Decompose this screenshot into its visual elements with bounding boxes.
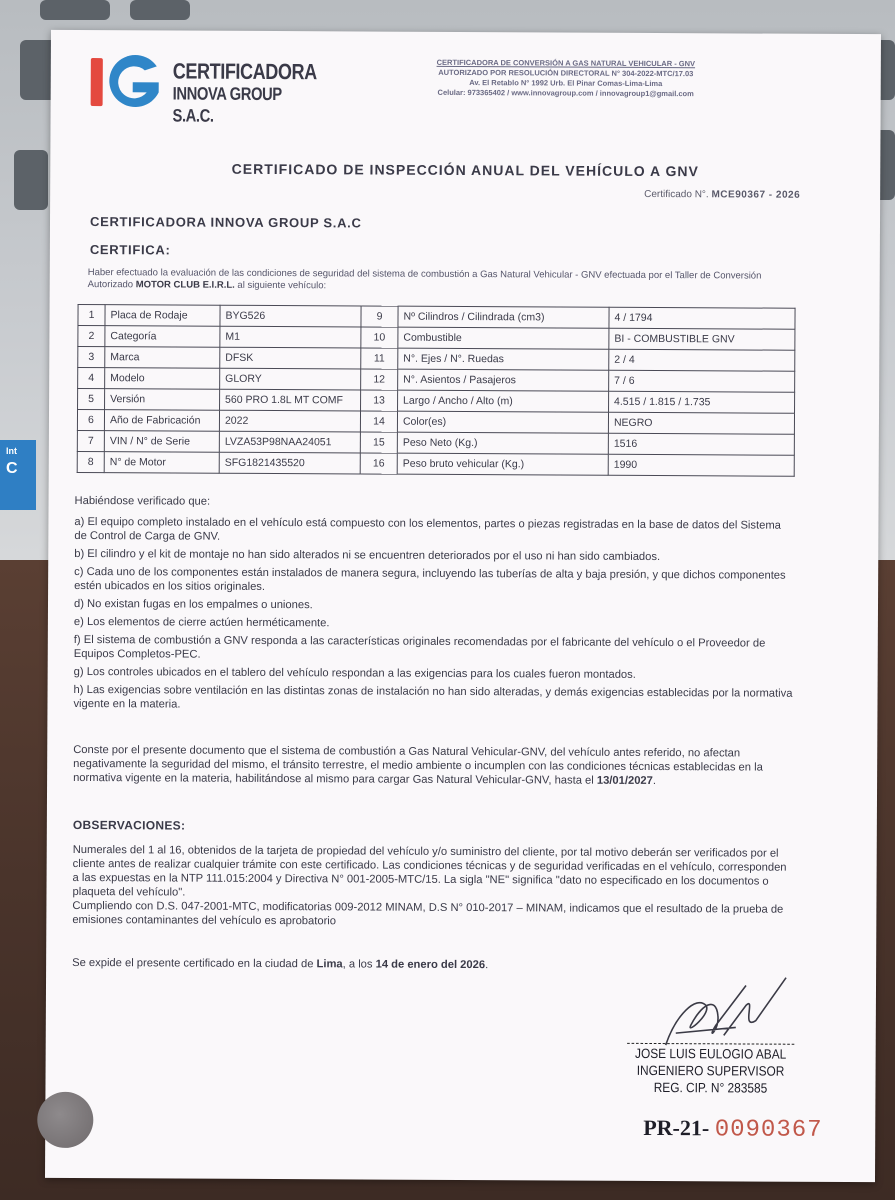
field-value: LVZA53P98NAA24051: [219, 431, 360, 453]
field-label: Peso bruto vehicular (Kg.): [397, 453, 608, 475]
conste-end: .: [652, 774, 657, 788]
hologram-sticker: [37, 1092, 93, 1148]
header-line4: Celular: 973365402 / www.innovagroup.com / innovagroup1@gmail.com: [437, 87, 694, 99]
observations-p1: Numerales del 1 al 16, obtenidos de la tarjeta de propiedad del vehículo y/o suministro del cliente, por tal motivo deberán ser verificados por el cliente antes de realizar cualquier trámite con este certificado. Las condiciones técnicas y de seguridad verificadas en el vehículo, corresponden a las expuestas en la NTP 111.015:2004 y Directiva N° 001-2005-MTC/15. La sigla "NE" significa "dato no especificado en los documentos o plaqueta del vehículo".: [72, 843, 787, 899]
observations-p2: Cumpliendo con D.S. 047-2001-MTC, modificatorias 009-2012 MINAM, D.S N° 010-2017 – MINAM, indicamos que el resultado de la prueba de emisiones contaminantes del vehículo es aprobatorio: [72, 899, 784, 928]
field-label: Combustible: [398, 327, 609, 349]
expide-part1: Se expide el presente certificado en la ciudad de: [72, 956, 317, 971]
field-value: 1516: [608, 433, 794, 455]
row-number: 11: [361, 348, 398, 369]
keyboard-key: [14, 150, 48, 210]
row-number: 3: [78, 346, 105, 367]
field-label: N°. Asientos / Pasajeros: [398, 369, 609, 391]
pr-serial-number: 0090367: [714, 1116, 823, 1144]
ig-logo-icon: [87, 52, 167, 112]
header-line1: CERTIFICADORA DE CONVERSIÓN A GAS NATURAL VEHICULAR - GNV: [436, 57, 696, 69]
field-label: VIN / N° de Serie: [104, 431, 219, 453]
verified-intro: Habiéndose verificado que:: [74, 494, 211, 508]
vehicle-table: [77, 304, 796, 477]
field-label: Versión: [105, 389, 220, 411]
certificate-number-label: Certificado N°.: [644, 188, 709, 201]
issue-statement: [72, 956, 792, 974]
pr-serial: [643, 1115, 822, 1144]
header-line2: AUTORIZADO POR RESOLUCIÓN DIRECTORAL N° 304-2022-MTC/17.03: [438, 67, 694, 79]
row-number: 7: [77, 430, 104, 451]
pr-serial-prefix: PR-21-: [643, 1114, 710, 1141]
field-label: Largo / Ancho / Alto (m): [398, 390, 609, 412]
row-number: 9: [361, 306, 398, 327]
company-logo: [87, 52, 317, 126]
field-label: N°. Ejes / N°. Ruedas: [398, 348, 609, 370]
row-number: 4: [78, 367, 105, 388]
expide-end: .: [485, 959, 489, 972]
signatory-registration: REG. CIP. N° 283585: [653, 1080, 768, 1096]
certificate-number-value: MCE90367 - 2026: [711, 189, 801, 201]
row-number: 15: [360, 432, 397, 453]
logo-text-line2: INNOVA GROUP S.A.C.: [172, 83, 282, 126]
field-label: N° de Motor: [104, 452, 219, 474]
certifica-heading: CERTIFICA:: [89, 242, 171, 258]
workshop-name: MOTOR CLUB E.I.R.L.: [135, 279, 235, 291]
field-value: DFSK: [220, 347, 361, 369]
verification-item: f) El sistema de combustión a GNV responda a las características originales recomendadas por el fabricante del vehículo o el Proveedor de Equipos Completos-PEC.: [73, 633, 766, 661]
field-value: 2022: [219, 410, 360, 432]
certificate-document: [45, 30, 881, 1182]
vehicle-table-row: [77, 451, 794, 476]
side-sticker-line1: Int: [6, 446, 17, 456]
handwritten-signature: [646, 975, 796, 1054]
field-value: GLORY: [220, 368, 361, 390]
field-label: Color(es): [397, 411, 608, 433]
keyboard-key: [130, 0, 190, 20]
conste-paragraph: [73, 743, 793, 789]
row-number: 2: [78, 325, 105, 346]
certificate-number: [644, 189, 800, 201]
field-label: Modelo: [105, 368, 220, 390]
row-number: 10: [361, 327, 398, 348]
issue-date: 14 de enero del 2026: [375, 958, 486, 972]
keyboard-key: [40, 0, 110, 20]
row-number: 13: [361, 390, 398, 411]
field-label: Marca: [105, 347, 220, 369]
logo-text-line1: CERTIFICADORA: [172, 58, 317, 85]
field-value: 7 / 6: [609, 370, 795, 392]
verification-list: [73, 515, 794, 715]
field-value: BI - COMBUSTIBLE GNV: [609, 328, 795, 350]
row-number: 5: [78, 388, 105, 409]
row-number: 12: [361, 369, 398, 390]
valid-until-date: 13/01/2027: [596, 774, 653, 787]
field-value: 4 / 1794: [609, 307, 795, 329]
intro-part2: al siguiente vehículo:: [234, 279, 327, 292]
verification-section: [73, 494, 794, 719]
row-number: 6: [77, 409, 104, 430]
signatory-role: INGENIERO SUPERVISOR: [636, 1062, 785, 1079]
observations-title: OBSERVACIONES:: [72, 817, 186, 833]
row-number: 14: [360, 411, 397, 432]
conste-text: Conste por el presente documento que el sistema de combustión a Gas Natural Vehicular-GNV, del vehículo antes referido, no afectan negativamente la seguridad del mismo, el tránsito terrestre, el medio ambiente o incumplen con las condiciones técnicas establecidas en la normativa vigente en la materia, habilitándose al mismo para cargar Gas Natural Vehicular-GNV, hasta el: [73, 743, 763, 787]
field-label: Peso Neto (Kg.): [397, 432, 608, 454]
intro-paragraph: [88, 267, 788, 295]
field-value: 1990: [608, 454, 794, 476]
verification-item: g) Los controles ubicados en el tablero del vehículo respondan a las exigencias para los cuales fueron montados.: [73, 665, 636, 681]
signatory-name: JOSE LUIS EULOGIO ABAL: [635, 1045, 787, 1062]
field-value: BYG526: [220, 305, 361, 327]
field-value: M1: [220, 326, 361, 348]
field-value: 4.515 / 1.815 / 1.735: [609, 391, 795, 413]
field-label: Placa de Rodaje: [105, 305, 220, 327]
field-label: Nº Cilindros / Cilindrada (cm3): [398, 306, 609, 328]
company-name: CERTIFICADORA INNOVA GROUP S.A.C: [89, 214, 362, 231]
row-number: 1: [78, 304, 105, 325]
issue-city: Lima: [316, 958, 343, 971]
verification-item: d) No existan fugas en los empalmes o uniones.: [73, 597, 313, 612]
verification-item: c) Cada uno de los componentes están instalados de manera segura, incluyendo las tuberías de alta y baja presión, y que dichos componentes estén ubicados en los sitios originales.: [74, 565, 786, 593]
row-number: 8: [77, 451, 104, 472]
side-sticker-line2: C: [6, 460, 18, 477]
header-contact-block: [371, 58, 761, 100]
verification-item: a) El equipo completo instalado en el vehículo está compuesto con los elementos, partes o piezas registradas en la base de datos del Sistema de Control de Carga de GNV.: [74, 515, 781, 543]
field-value: NEGRO: [608, 412, 794, 434]
expide-part2: , a los: [342, 958, 376, 971]
intro-part1: Haber efectuado la evaluación de las condiciones de seguridad del sistema de combustión a Gas Natural Vehicular - GNV efectuada por el Taller de Conversión Autorizado: [87, 267, 762, 291]
verification-item: e) Los elementos de cierre actúen herméticamente.: [73, 615, 330, 630]
observations-section: [72, 818, 793, 931]
field-label: Categoría: [105, 326, 220, 348]
field-label: Año de Fabricación: [104, 410, 219, 432]
field-value: SFG1821435520: [219, 452, 360, 474]
field-value: 560 PRO 1.8L MT COMF: [220, 389, 361, 411]
row-number: 16: [360, 453, 397, 474]
signatory-block: [622, 1043, 798, 1097]
verification-item: b) El cilindro y el kit de montaje no han sido alterados ni se encuentren deteriorados por el uso ni han sido cambiados.: [74, 547, 661, 564]
field-value: 2 / 4: [609, 349, 795, 371]
document-title: CERTIFICADO DE INSPECCIÓN ANUAL DEL VEHÍCULO A GNV: [231, 160, 699, 180]
verification-item: h) Las exigencias sobre ventilación en las distintas zonas de instalación no han sido alteradas, y demás exigencias establecidas por la normativa vigente en la materia.: [73, 683, 793, 711]
header-line3: Av. El Retablo N° 1992 Urb. El Pinar Comas-Lima-Lima: [469, 78, 663, 89]
side-sticker: [0, 440, 36, 510]
logo-text: [173, 60, 317, 127]
